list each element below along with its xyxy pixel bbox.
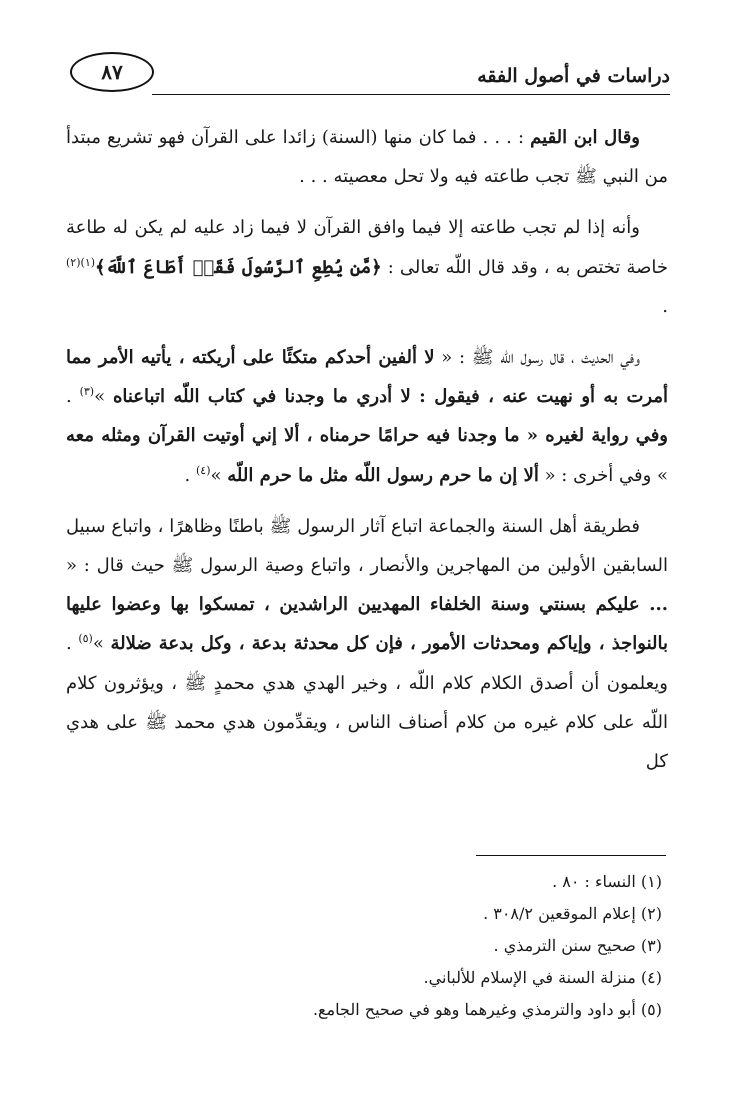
bold-quote: لا ألفين أحدكم متكئًا على أريكته ، يأتيه الأمر مما أمرت به أو نهيت عنه ، فيقول : لا أدري ما وجدنا في كتاب اللّه اتباعناه bbox=[66, 347, 668, 408]
main-text bbox=[66, 118, 668, 793]
paragraph bbox=[66, 208, 668, 326]
footnotes bbox=[102, 866, 662, 1026]
text-segment: : . . . فما كان منها (السنة) زائدا على القرآن فهو تشريع مبتدأ من النبي ﷺ تجب طاعته فيه ولا تحل معصيته . . . bbox=[66, 127, 668, 188]
text-segment: . bbox=[184, 464, 196, 486]
footnote-item: (٥) أبو داود والترمذي وغيرهما وهو في صحيح الجامع. bbox=[312, 1000, 662, 1019]
page-number-oval bbox=[70, 52, 154, 92]
running-title: دراسات في أصول الفقه bbox=[477, 65, 670, 87]
footnote-item: (٢) إعلام الموقعين ٣٠٨/٢ . bbox=[483, 904, 662, 923]
paragraph bbox=[66, 507, 668, 781]
text-segment: » bbox=[94, 386, 113, 408]
footnote-ref: (٣) bbox=[79, 385, 95, 399]
footnote-item: (٤) منزلة السنة في الإسلام للألباني. bbox=[423, 968, 662, 987]
paragraph bbox=[66, 338, 668, 495]
page-number: ٨٧ bbox=[101, 60, 123, 84]
text-segment: » bbox=[92, 633, 111, 655]
footnote-ref: (٥) bbox=[78, 632, 93, 646]
footnote-item: (١) النساء : ٨٠ . bbox=[552, 872, 662, 891]
footnote-item: (٣) صحيح سنن الترمذي . bbox=[493, 936, 662, 955]
bold-quote: ألا إن ما حرم رسول اللّه مثل ما حرم اللّه bbox=[227, 464, 539, 486]
text-segment: . bbox=[662, 295, 668, 317]
footnote-ref: (١)(٢) bbox=[66, 255, 96, 269]
footnote-ref: (٤) bbox=[196, 463, 211, 477]
footnote-divider bbox=[476, 855, 666, 856]
text-segment: » وفي أخرى : « bbox=[538, 464, 668, 486]
bold-quote: ... عليكم بسنتي وسنة الخلفاء المهديين الراشدين ، تمسكوا بها وعضوا عليها بالنواجذ ، وإياكم ومحدثات الأمور ، فإن كل محدثة بدعة ، وكل بدعة ضلالة bbox=[66, 594, 668, 655]
text-segment: . ويعلمون أن أصدق الكلام كلام اللّه ، وخير الهدي هدي محمدٍ ﷺ ، ويؤثرون كلام اللّه على كلام غيره من كلام أصناف الناس ، ويقدِّمون هدي محمد ﷺ على هدي كل bbox=[66, 633, 668, 773]
bold-quote: وفي رواية لغيره « ما وجدنا فيه حرامًا حرمناه ، ألا إني أوتيت القرآن ومثله معه bbox=[66, 425, 668, 447]
text-segment: وأنه إذا لم تجب طاعته إلا فيما وافق القرآن لا فيما زاد عليه لم يكن له طاعة خاصة تختص به ، وقد قال اللّه تعالى : bbox=[66, 217, 669, 278]
text-segment: » bbox=[210, 464, 228, 486]
text-segment: فطريقة أهل السنة والجماعة اتباع آثار الرسول ﷺ باطنًا وظاهرًا ، واتباع سبيل السابقين الأولين من المهاجرين والأنصار ، واتباع وصية الرسول ﷺ حيث قال : « bbox=[66, 515, 668, 577]
header-divider bbox=[152, 94, 670, 95]
bold-quote: وقال ابن القيم bbox=[530, 127, 641, 148]
text-segment: وفي الحديث ، قال رسول اللّه ﷺ : « bbox=[434, 347, 641, 369]
bold-quote: ﴿مَّن يُطِعِ ٱلرَّسُولَ فَقَدۡ أَطَاعَ ٱللَّهَ﴾ bbox=[95, 256, 382, 278]
text-segment: . bbox=[66, 386, 80, 408]
page-header bbox=[70, 50, 670, 100]
paragraph bbox=[66, 118, 668, 196]
